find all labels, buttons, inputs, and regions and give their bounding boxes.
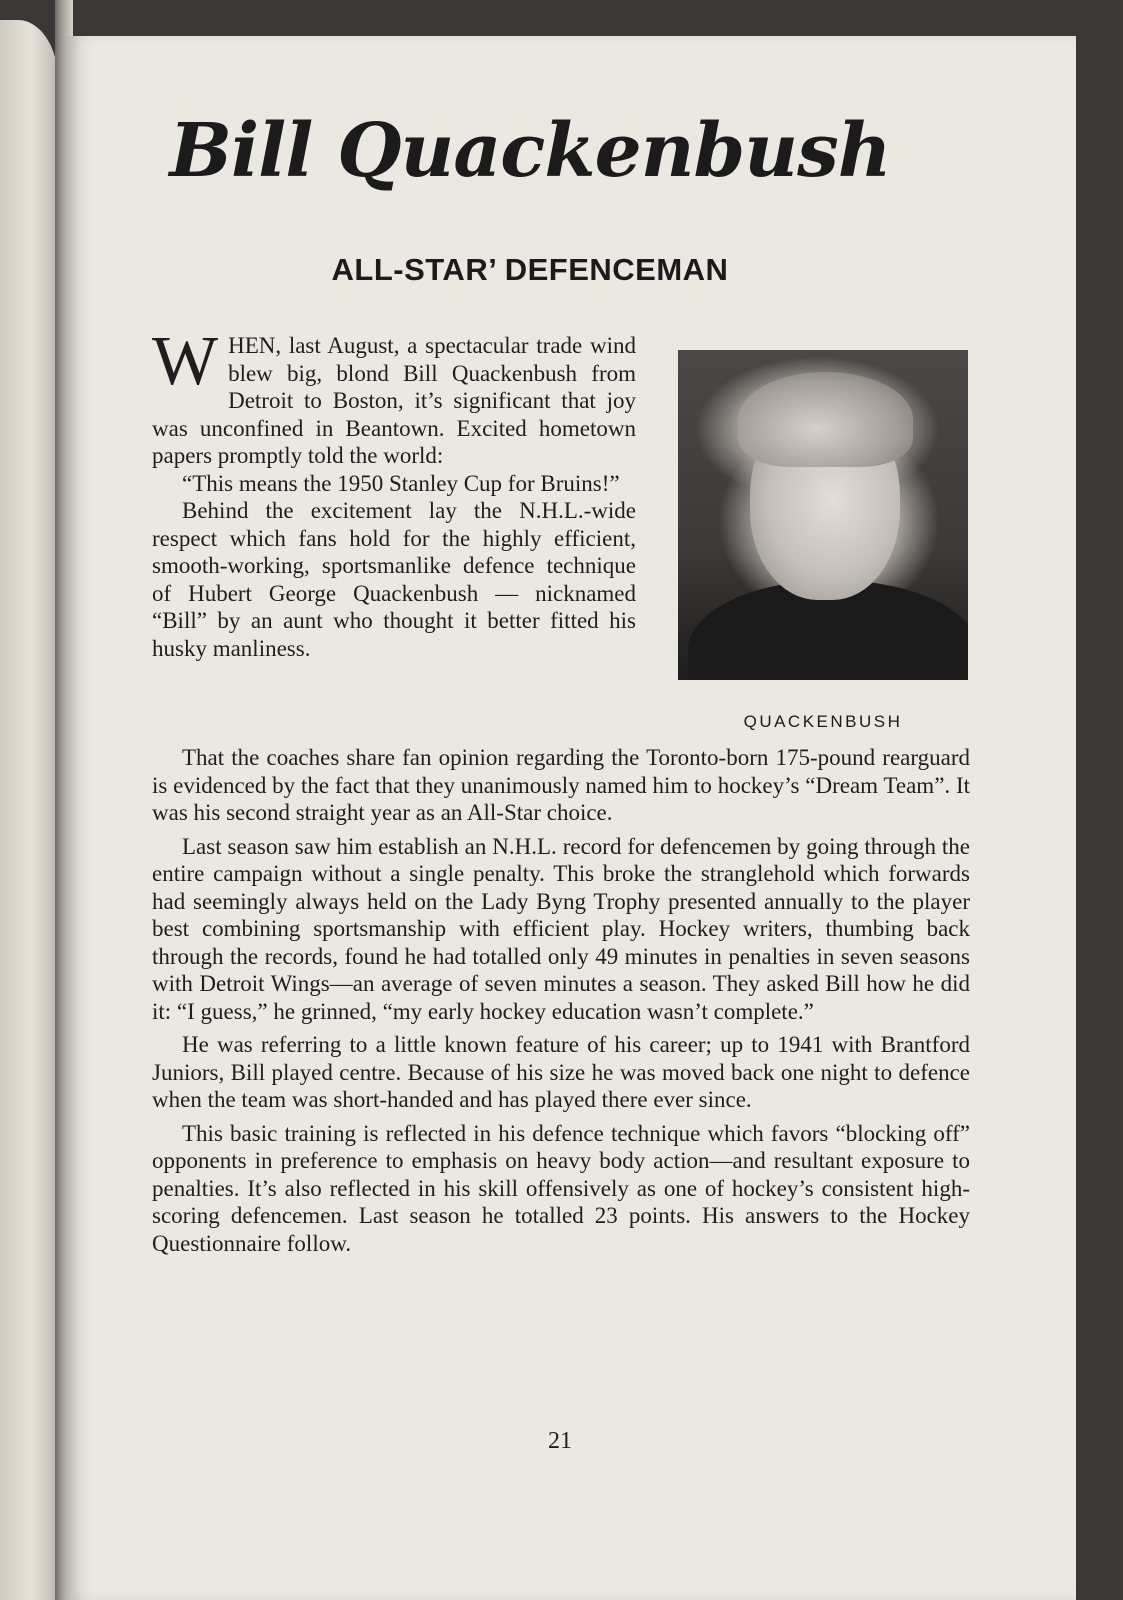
paragraph-5: Last season saw him establish an N.H.L. record for defencemen by going through the entire campaign without a single penalty. This broke the stranglehold which forwards had seemingly always held on the Lady Byng Trophy presented annually to the player best combining sportsmanship with efficient play. Hockey writers, thumbing back through the records, found he had totalled only 49 minutes in penalties in seven seasons with Detroit Wings—an average of seven minutes a season. They asked Bill how he did it: “I guess,” he grinned, “my early hockey education wasn’t complete.” bbox=[152, 833, 970, 1024]
drop-cap: W bbox=[152, 323, 219, 400]
article-column-text bbox=[152, 323, 636, 662]
article-subtitle: ALL-STAR’ DEFENCEMAN bbox=[331, 252, 729, 287]
paragraph-1-text: HEN, last August, a spectacular trade wind blew big, blond Bill Quackenbush from Detroit to Boston, it’s significant that joy was unconfined in Beantown. Excited hometown papers promptly told the world: bbox=[152, 333, 636, 468]
paragraph-4: That the coaches share fan opinion regarding the Toronto-born 175-pound rearguard is evidenced by the fact that they unanimously named him to hockey’s “Dream Team”. It was his second straight year as an All-Star choice. bbox=[152, 745, 970, 825]
facing-page-edge bbox=[0, 20, 58, 1600]
paragraph-3: Behind the excitement lay the N.H.L.-wide respect which fans hold for the highly efficient, smooth-working, sportsmanlike defence technique of Hubert George Quackenbush — nicknamed “Bill” by an aunt who thought it better fitted his husky manliness. bbox=[152, 498, 636, 661]
paragraph-7: This basic training is reflected in his defence technique which favors “blocking off” opponents in preference to emphasis on heavy body action—and resultant exposure to penalties. It’s also reflected in his skill offensively as one of hockey’s consistent high-scoring defencemen. Last season he totalled 23 points. His answers to the Hockey Questionnaire follow. bbox=[152, 1120, 970, 1256]
paragraph-1 bbox=[152, 323, 636, 470]
page-number: 21 bbox=[548, 1428, 572, 1454]
paragraph-6: He was referring to a little known feature of his career; up to 1941 with Brantford Juniors, Bill played centre. Because of his size he was moved back one night to defence when the team was short-handed and has played there ever since. bbox=[152, 1032, 970, 1112]
paragraph-2: “This means the 1950 Stanley Cup for Bruins!” bbox=[182, 470, 620, 496]
player-photo bbox=[678, 350, 968, 680]
article-full-width-text bbox=[152, 744, 970, 1257]
article-title: Bill Quackenbush bbox=[169, 108, 891, 194]
photo-caption: QUACKENBUSH bbox=[743, 712, 903, 731]
photo-hair bbox=[738, 372, 913, 467]
